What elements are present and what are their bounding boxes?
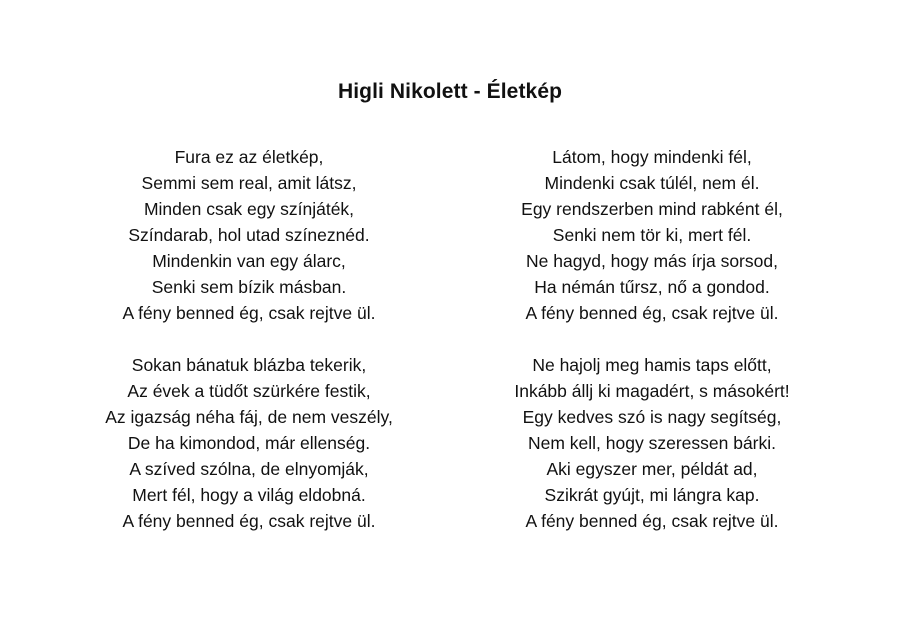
poem-line: A szíved szólna, de elnyomják,	[129, 459, 369, 479]
poem-line: Mert fél, hogy a világ eldobná.	[132, 485, 366, 505]
poem-line: Inkább állj ki magadért, s másokért!	[514, 381, 790, 401]
poem-line: Az évek a tüdőt szürkére festik,	[127, 381, 371, 401]
poem-line: Sokan bánatuk blázba tekerik,	[131, 355, 367, 375]
poem-line: Egy rendszerben mind rabként él,	[521, 199, 783, 219]
poem-line: A fény benned ég, csak rejtve ül.	[122, 511, 376, 531]
poem-line: Ha némán tűrsz, nő a gondod.	[534, 277, 770, 297]
poem-line: Senki nem tör ki, mert fél.	[552, 225, 752, 245]
poem-title: Higli Nikolett - Életkép	[337, 80, 563, 103]
poem-column-left	[79, 144, 419, 560]
poem-line: De ha kimondod, már ellenség.	[127, 433, 371, 453]
poem-line: Aki egyszer mer, példát ad,	[546, 459, 758, 479]
poem-line: Senki sem bízik másban.	[151, 277, 347, 297]
poem-line: Szikrát gyújt, mi lángra kap.	[544, 485, 760, 505]
poem-line: A fény benned ég, csak rejtve ül.	[525, 303, 779, 323]
poem-line: Színdarab, hol utad színeznéd.	[128, 225, 370, 245]
poem-line: Nem kell, hogy szeressen bárki.	[527, 433, 777, 453]
poem-line: Az igazság néha fáj, de nem veszély,	[105, 407, 393, 427]
poem-line: Semmi sem real, amit látsz,	[141, 173, 357, 193]
poem-line: A fény benned ég, csak rejtve ül.	[122, 303, 376, 323]
stanza-2	[79, 352, 419, 534]
poem-line: Fura ez az életkép,	[174, 147, 324, 167]
poem-line: Mindenkin van egy álarc,	[152, 251, 346, 271]
poem-line: Ne hajolj meg hamis taps előtt,	[532, 355, 772, 375]
poem-line: Egy kedves szó is nagy segítség,	[522, 407, 782, 427]
poem-line: Ne hagyd, hogy más írja sorsod,	[526, 251, 778, 271]
poem-line: Minden csak egy színjáték,	[143, 199, 355, 219]
poem-line: Látom, hogy mindenki fél,	[552, 147, 752, 167]
poem-column-right	[482, 144, 822, 560]
poem-line: Mindenki csak túlél, nem él.	[544, 173, 760, 193]
stanza-1	[79, 144, 419, 326]
stanza-4	[482, 352, 822, 534]
stanza-3	[482, 144, 822, 326]
poem-line: A fény benned ég, csak rejtve ül.	[525, 511, 779, 531]
